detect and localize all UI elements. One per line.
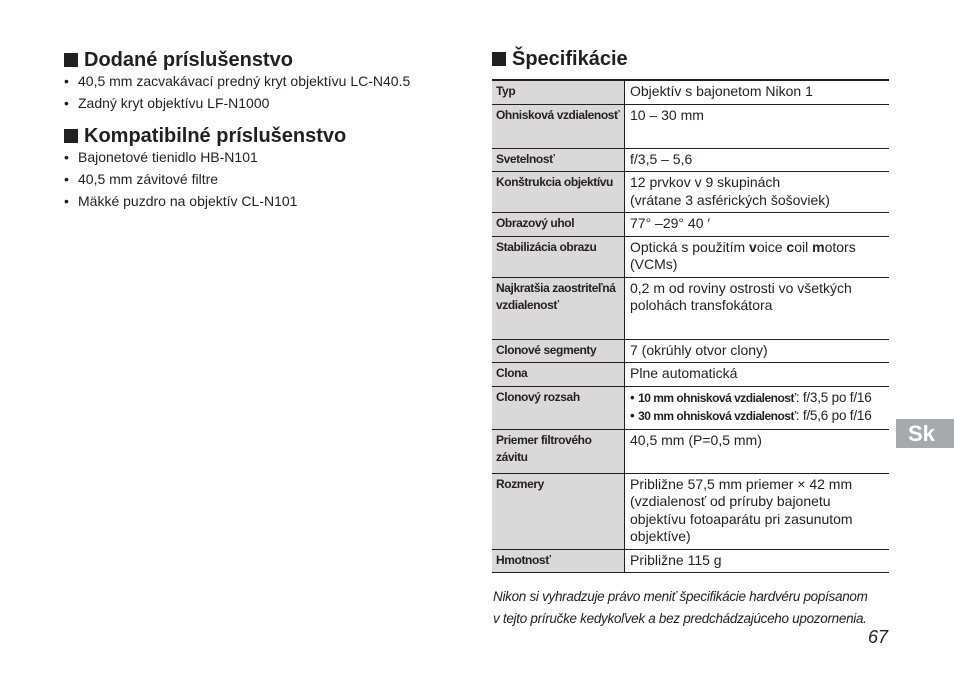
spec-value: Približne 115 g <box>625 549 890 573</box>
compatible-accessories-title: Kompatibilné príslušenstvo <box>84 125 347 147</box>
spec-value: 12 prvkov v 9 skupinách (vrátane 3 asférických šošoviek) <box>625 172 890 213</box>
table-row <box>492 473 889 549</box>
language-tab: Sk <box>896 419 954 448</box>
specifications-heading <box>492 48 628 70</box>
spec-value: 7 (okrúhly otvor clony) <box>625 339 890 363</box>
spec-value: Približne 57,5 mm priemer × 42 mm (vzdialenosť od príruby bajonetu objektívu fotoaparátu pri zasunutom objektíve) <box>625 473 890 549</box>
supplied-accessories-list <box>64 70 410 114</box>
spec-label: Priemer filtrového závitu <box>492 429 625 473</box>
spec-value: 0,2 m od roviny ostrosti vo všetkých polohách transfokátora <box>625 277 890 339</box>
spec-label: Rozmery <box>492 473 625 549</box>
list-item: • 40,5 mm zacvakávací predný kryt objektívu LC-N40.5 <box>64 73 411 89</box>
compatible-accessories-heading <box>64 125 346 147</box>
table-row <box>492 339 889 363</box>
spec-value: Optická s použitím voice coil motors (VCMs) <box>625 236 890 277</box>
list-item: • Bajonetové tienidlo HB-N101 <box>64 149 258 165</box>
spec-label: Konštrukcia objektívu <box>492 172 625 213</box>
table-row <box>492 277 889 339</box>
table-row <box>492 80 889 104</box>
spec-label: Hmotnosť <box>492 549 625 573</box>
spec-label: Svetelnosť <box>492 148 625 172</box>
spec-label: Clona <box>492 363 625 387</box>
table-row <box>492 104 889 148</box>
spec-value: Plne automatická <box>625 363 890 387</box>
spec-label: Ohnisková vzdialenosť <box>492 104 625 148</box>
list-item: • Zadný kryt objektívu LF-N1000 <box>64 95 270 111</box>
table-row <box>492 363 889 387</box>
spec-label: Obrazový uhol <box>492 213 625 237</box>
spec-value: • 10 mm ohnisková vzdialenosť: f/3,5 po f/16 • 30 mm ohnisková vzdialenosť: f/5,6 po f/16 <box>625 386 890 429</box>
table-row <box>492 213 889 237</box>
spec-label: Typ <box>492 80 625 104</box>
spec-value: 77° –29° 40 ′ <box>625 213 890 237</box>
table-row <box>492 148 889 172</box>
spec-value: 10 – 30 mm <box>625 104 890 148</box>
spec-value: 40,5 mm (P=0,5 mm) <box>625 429 890 473</box>
supplied-accessories-title: Dodané príslušenstvo <box>84 49 293 71</box>
table-row <box>492 236 889 277</box>
specifications-title: Špecifikácie <box>512 48 628 70</box>
compatible-accessories-list <box>64 146 297 212</box>
list-item: • 40,5 mm závitové filtre <box>64 171 219 187</box>
table-row <box>492 386 889 429</box>
table-row <box>492 549 889 573</box>
spec-label: Stabilizácia obrazu <box>492 236 625 277</box>
spec-label: Najkratšia zaostriteľná vzdialenosť <box>492 277 625 339</box>
square-bullet-icon <box>64 53 78 67</box>
page-number: 67 <box>868 627 889 647</box>
table-row <box>492 172 889 213</box>
spec-label: Clonové segmenty <box>492 339 625 363</box>
square-bullet-icon <box>492 52 506 66</box>
disclaimer-note: Nikon si vyhradzuje právo meniť špecifikácie hardvéru popísanom v tejto príručke kedykoľvek a bez predchádzajúceho upozornenia. <box>493 589 868 626</box>
square-bullet-icon <box>64 129 78 143</box>
list-item: • Mäkké puzdro na objektív CL-N101 <box>64 193 298 209</box>
supplied-accessories-heading <box>64 49 293 71</box>
spec-value: f/3,5 – 5,6 <box>625 148 890 172</box>
specifications-table <box>492 79 889 573</box>
table-row <box>492 429 889 473</box>
spec-value: Objektív s bajonetom Nikon 1 <box>625 80 890 104</box>
spec-label: Clonový rozsah <box>492 386 625 429</box>
